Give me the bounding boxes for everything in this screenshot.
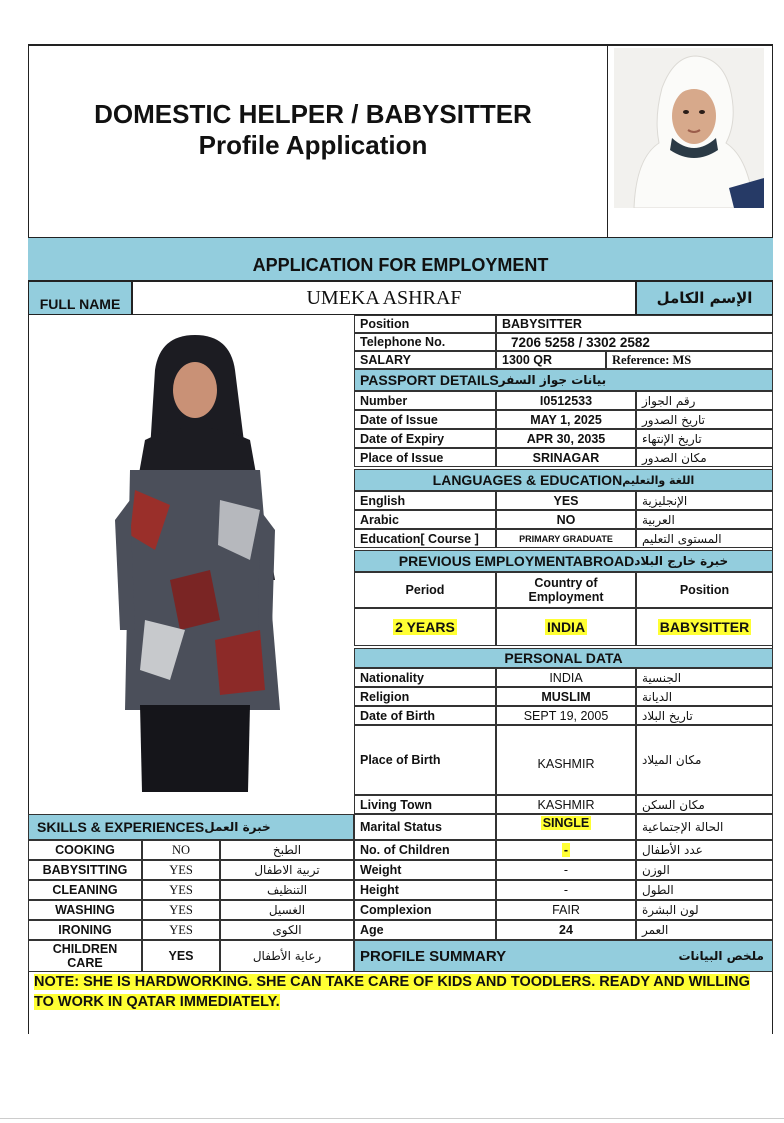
nationality-arabic: الجنسية	[636, 668, 773, 687]
full-name-label-text: FULL NAME	[39, 296, 121, 312]
skill-arabic-ironing: الكوى	[220, 920, 354, 940]
profile-summary-arabic: ملخص البيانات	[678, 949, 764, 963]
weight-value: -	[496, 860, 636, 880]
page-bottom-divider	[0, 1118, 784, 1119]
skill-value-babysitting: YES	[142, 860, 220, 880]
skill-arabic-babysitting: تربية الاطفال	[220, 860, 354, 880]
date-of-expiry-value: APR 30, 2035	[496, 429, 636, 448]
title-box	[28, 44, 608, 237]
religion-label: Religion	[354, 687, 496, 706]
full-name-arabic-text: الإسم الكامل	[656, 289, 753, 307]
skill-label-children-care	[28, 940, 142, 972]
english-label: English	[354, 491, 496, 510]
dob-value: SEPT 19, 2005	[496, 706, 636, 725]
position-label: Position	[354, 315, 496, 333]
full-body-photo	[100, 330, 290, 795]
pob-label: Place of Birth	[354, 725, 496, 795]
full-name-value	[132, 281, 636, 315]
banner-title: APPLICATION FOR EMPLOYMENT	[252, 255, 549, 275]
person-fullbody-icon	[100, 330, 290, 795]
religion-value: MUSLIM	[496, 687, 636, 706]
telephone-label: Telephone No.	[354, 333, 496, 351]
profile-summary-header	[354, 940, 773, 972]
pob-value: KASHMIR	[496, 725, 636, 795]
passport-number-value: I0512533	[496, 391, 636, 410]
passport-heading: PASSPORT DETAILS	[360, 372, 499, 388]
full-name-arabic	[636, 281, 773, 315]
country-header	[496, 572, 636, 608]
height-label: Height	[354, 880, 496, 900]
marital-status-label: Marital Status	[354, 814, 496, 840]
education-value: PRIMARY GRADUATE	[496, 529, 636, 548]
page-title: DOMESTIC HELPER / BABYSITTER	[94, 99, 532, 129]
marital-status-text: SINGLE	[542, 816, 590, 830]
salary-label: SALARY	[354, 351, 496, 369]
date-of-issue-arabic: تاريخ الصدور	[636, 410, 773, 429]
arabic-value: NO	[496, 510, 636, 529]
skill-arabic-cooking: الطبخ	[220, 840, 354, 860]
religion-arabic: الديانة	[636, 687, 773, 706]
passport-heading-arabic: بيانات جواز السفر	[498, 373, 607, 387]
children-count-label: No. of Children	[354, 840, 496, 860]
dob-label: Date of Birth	[354, 706, 496, 725]
nationality-label: Nationality	[354, 668, 496, 687]
employment-heading: PREVIOUS EMPLOYMENTABROAD	[398, 553, 635, 569]
personal-section-header	[354, 648, 773, 668]
weight-label: Weight	[354, 860, 496, 880]
skill-value-cooking: NO	[142, 840, 220, 860]
employment-country-text: INDIA	[546, 619, 586, 635]
reference-value: Reference: MS	[606, 351, 773, 369]
page-subtitle: Profile Application	[198, 130, 428, 160]
skills-heading-arabic: خبرة العمل	[204, 820, 271, 834]
personal-heading: PERSONAL DATA	[504, 650, 623, 666]
employment-position-text: BABYSITTER	[659, 619, 750, 635]
employment-period-text: 2 YEARS	[395, 619, 455, 635]
passport-photo	[614, 48, 764, 208]
date-of-expiry-arabic: تاريخ الإنتهاء	[636, 429, 773, 448]
employment-period	[354, 608, 496, 646]
children-count-text: -	[563, 843, 569, 857]
date-of-issue-label: Date of Issue	[354, 410, 496, 429]
date-of-expiry-label: Date of Expiry	[354, 429, 496, 448]
place-of-issue-label: Place of Issue	[354, 448, 496, 467]
education-arabic: المستوى التعليم	[636, 529, 773, 548]
height-value: -	[496, 880, 636, 900]
employment-position	[636, 608, 773, 646]
country-header-text: Country of Employment	[528, 576, 604, 604]
note-text-box	[34, 973, 769, 1012]
complexion-label: Complexion	[354, 900, 496, 920]
person-headshot-icon	[614, 48, 764, 208]
age-value: 24	[496, 920, 636, 940]
profile-summary-heading: PROFILE SUMMARY	[360, 947, 507, 965]
complexion-value: FAIR	[496, 900, 636, 920]
skill-label-children-care-text: CHILDREN CARE	[52, 942, 118, 970]
date-of-issue-value: MAY 1, 2025	[496, 410, 636, 429]
note-text: NOTE: SHE IS HARDWORKING. SHE CAN TAKE CARE OF KIDS AND TOODLERS. READY AND WILLING TO WORK IN QATAR IMMEDIATELY.	[34, 974, 750, 1010]
children-count-arabic: عدد الأطفال	[636, 840, 773, 860]
position-header: Position	[636, 572, 773, 608]
skill-label-babysitting: BABYSITTING	[28, 860, 142, 880]
place-of-issue-arabic: مكان الصدور	[636, 448, 773, 467]
children-count-value	[496, 840, 636, 860]
age-label: Age	[354, 920, 496, 940]
full-name-label	[28, 281, 132, 315]
passport-number-arabic: رقم الجواز	[636, 391, 773, 410]
languages-section-header	[354, 469, 773, 491]
arabic-label: Arabic	[354, 510, 496, 529]
skill-value-children-care: YES	[142, 940, 220, 972]
skill-label-cooking: COOKING	[28, 840, 142, 860]
employment-country	[496, 608, 636, 646]
skill-label-washing: WASHING	[28, 900, 142, 920]
telephone-value: 7206 5258 / 3302 2582	[496, 333, 773, 351]
application-banner	[28, 237, 773, 281]
nationality-value: INDIA	[496, 668, 636, 687]
employment-section-header	[354, 550, 773, 572]
living-town-label: Living Town	[354, 795, 496, 814]
skill-arabic-children-care: رعاية الأطفال	[220, 940, 354, 972]
passport-number-label: Number	[354, 391, 496, 410]
complexion-arabic: لون البشرة	[636, 900, 773, 920]
english-arabic: الإنجليزية	[636, 491, 773, 510]
pob-arabic: مكان الميلاد	[636, 725, 773, 795]
skill-value-ironing: YES	[142, 920, 220, 940]
passport-section-header	[354, 369, 773, 391]
living-town-value: KASHMIR	[496, 795, 636, 814]
skill-label-ironing: IRONING	[28, 920, 142, 940]
living-town-arabic: مكان السكن	[636, 795, 773, 814]
position-value: BABYSITTER	[496, 315, 773, 333]
place-of-issue-value: SRINAGAR	[496, 448, 636, 467]
skill-value-cleaning: YES	[142, 880, 220, 900]
height-arabic: الطول	[636, 880, 773, 900]
employment-heading-arabic: خبرة خارج البلاد	[634, 554, 729, 568]
skill-arabic-washing: الغسيل	[220, 900, 354, 920]
age-arabic: العمر	[636, 920, 773, 940]
education-label: Education[ Course ]	[354, 529, 496, 548]
period-header: Period	[354, 572, 496, 608]
skills-section-header	[28, 814, 354, 840]
skill-value-washing: YES	[142, 900, 220, 920]
marital-status-arabic: الحالة الإجتماعية	[636, 814, 773, 840]
skill-label-cleaning: CLEANING	[28, 880, 142, 900]
skills-heading: SKILLS & EXPERIENCES	[37, 819, 205, 835]
dob-arabic: تاريخ البلاد	[636, 706, 773, 725]
weight-arabic: الوزن	[636, 860, 773, 880]
languages-heading-arabic: اللغة والتعليم	[622, 473, 695, 487]
languages-heading: LANGUAGES & EDUCATION	[432, 472, 623, 488]
arabic-arabic: العربية	[636, 510, 773, 529]
marital-status-value	[496, 814, 636, 840]
english-value: YES	[496, 491, 636, 510]
skill-arabic-cleaning: التنظيف	[220, 880, 354, 900]
full-name-text: UMEKA ASHRAF	[306, 286, 462, 309]
salary-value: 1300 QR	[496, 351, 606, 369]
